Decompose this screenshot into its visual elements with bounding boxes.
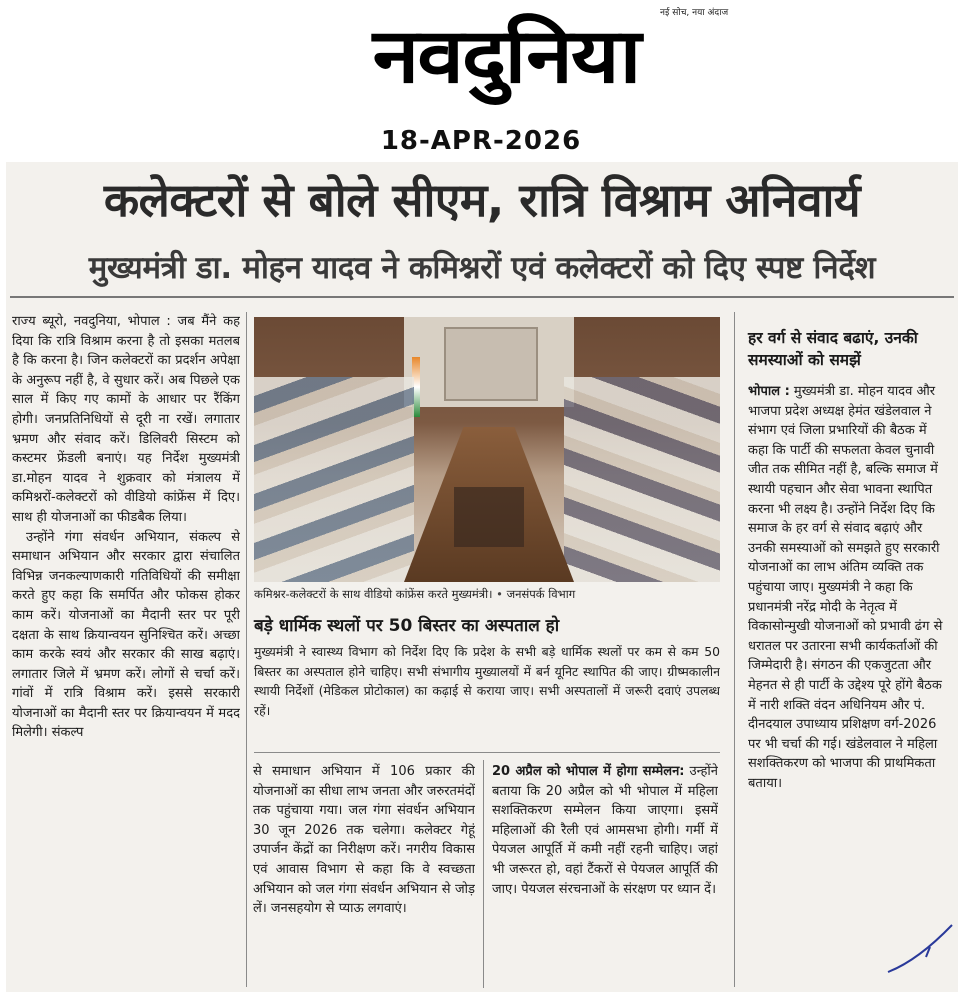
col3-paragraph: उन्होंने बताया कि 20 अप्रैल को भी भोपाल में महिला सशक्तिकरण सम्मेलन किया जाएगा। इसमें महिलाओं की रैली एवं आमसभा होगी। गर्मी में पेयजल आपूर्ति में कमी नहीं रहनी चाहिए। जहां भी जरूरत हो, वहां टैंकरों से पेयजल आपूर्ति की जाए। पेयजल संरचनाओं के संरक्षण पर ध्यान दें। — [492, 764, 718, 897]
masthead-tagline: नई सोच, नया अंदाज — [660, 8, 729, 18]
side-dateline: भोपाल : — [748, 384, 790, 399]
side-article-body — [748, 382, 948, 952]
headline-divider — [10, 296, 954, 298]
article-column-3 — [492, 762, 718, 992]
mid-subheading: बड़े धार्मिक स्थलों पर 50 बिस्तर का अस्पताल हो — [254, 616, 560, 636]
side-column-divider — [734, 312, 735, 987]
photo-attendees-right — [564, 377, 720, 582]
column-divider — [483, 760, 484, 988]
side-article-heading: हर वर्ग से संवाद बढाएं, उनकी समस्याओं को समझें — [748, 329, 918, 369]
col1-paragraph-2: उन्होंने गंगा संवर्धन अभियान, संकल्प से समाधान अभियान और सरकार द्वारा संचालित विभिन्न जनकल्याणकारी गतिविधियों की समीक्षा करते हुए कहा कि समर्पित और फोकस होकर काम करें। योजनाओं का मैदानी स्तर पर पूरी दक्षता के साथ क्रियान्वयन सुनिश्चित करें। अच्छा काम करके स्वयं और सरकार की साख बढ़ाएं। लगातार जिले में भ्रमण करें। लोगों से चर्चा करें। गांवों में रात्रि विश्राम करें। इससे सरकारी योजनाओं का मैदानी स्तर पर क्रियान्वयन में मदद मिलेगी। संकल्प — [12, 529, 240, 741]
col3-lead-heading: 20 अप्रैल को भोपाल में होगा सम्मेलन: — [492, 764, 685, 779]
photo-caption-text: कमिश्नर-कलेक्टरों के साथ वीडियो कांफ्रेंस करते मुख्यमंत्री। — [254, 587, 493, 601]
pen-mark-icon — [886, 917, 956, 977]
news-clipping — [6, 162, 958, 992]
newspaper-logo: नवदुनिया — [372, 11, 640, 101]
article-subheadline: मुख्यमंत्री डा. मोहन यादव ने कमिश्नरों एवं कलेक्टरों को दिए स्पष्ट निर्देश — [88, 250, 876, 286]
bullet-icon: • — [496, 587, 507, 601]
photo-credit: जनसंपर्क विभाग — [506, 587, 576, 601]
article-column-2 — [253, 762, 475, 992]
masthead — [0, 0, 962, 130]
photo-caption — [254, 584, 720, 604]
column-divider — [246, 312, 247, 987]
photo-attendees-left — [254, 377, 414, 582]
clipping-date: 18-APR-2026 — [380, 126, 582, 156]
mid-body-text: मुख्यमंत्री ने स्वास्थ्य विभाग को निर्देश दिए कि प्रदेश के सभी बड़े धार्मिक स्थलों पर कम से कम 50 बिस्तर का अस्पताल होने चाहिए। सभी संभागीय मुख्यालयों में बर्न यूनिट स्थापित की जाए। ग्रीष्मकालीन स्थायी निर्देशों (मेडिकल प्रोटोकाल) का कढ़ाई से कराया जाए। सभी अस्पतालों में जरूरी दवाएं उपलब्ध रहें। — [254, 644, 720, 718]
photo-table-glass — [454, 487, 524, 547]
article-headline: कलेक्टरों से बोले सीएम, रात्रि विश्राम अनिवार्य — [103, 173, 861, 227]
mid-divider — [254, 752, 720, 753]
col2-paragraph: से समाधान अभियान में 106 प्रकार की योजनाओं का सीधा लाभ जनता और जरुरतमंदों तक पहुंचाया गया। जल गंगा संवर्धन अभियान 30 जून 2026 तक चलेगा। कलेक्टर गेहूं उपार्जन केंद्रों का निरीक्षण करें। नगरीय विकास एवं आवास विभाग से कहा कि वे स्वच्छता अभियान को जल गंगा संवर्धन अभियान से जोड़ लें। जनसहयोग से प्याऊ लगवाएं। — [253, 764, 475, 917]
meeting-photo — [254, 317, 720, 582]
col1-paragraph-1: राज्य ब्यूरो, नवदुनिया, भोपाल : जब मैंने कह दिया कि रात्रि विश्राम करना है तो इसका मतलब है कि करना है। जिन कलेक्टरों का प्रदर्शन अपेक्षा के अनुरूप नहीं है, वे सुधार करें। अब पिछले एक साल में किए गए कामों के आधार पर रैंकिंग होगी। जनप्रतिनिधियों से दूरी ना रखें। लगातार भ्रमण और संवाद करें। डिलिवरी सिस्टम को कस्टमर फ्रेंडली बनाएं। यह निर्देश मुख्यमंत्री डा.मोहन यादव ने शुक्रवार को मंत्रालय में कमिश्नरों-कलेक्टरों को वीडियो कांफ्रेंस में दिए। साथ ही योजनाओं का फीडबैक लिया। — [12, 314, 240, 525]
article-column-1 — [12, 312, 240, 992]
photo-screen — [444, 327, 538, 401]
side-paragraph: मुख्यमंत्री डा. मोहन यादव और भाजपा प्रदेश अध्यक्ष हेमंत खंडेलवाल ने संभाग एवं जिला प्रभारियों की बैठक में कहा कि पार्टी की सफलता केवल चुनावी जीत तक सीमित नहीं है, बल्कि समाज में स्थायी पहचान और सेवा भावना स्थापित करना भी लक्ष्य है। उन्होंने निर्देश दिए कि समाज के हर वर्ग से संवाद बढ़ाएं और उनकी समस्याओं को समझते हुए सरकारी योजनाओं का लाभ अंतिम व्यक्ति तक पहुंचाया जाए। मुख्यमंत्री ने कहा कि प्रधानमंत्री नरेंद्र मोदी के नेतृत्व में विकासोन्मुखी योजनाओं को प्रभावी ढंग से धरातल पर उतारना सभी कार्यकर्ताओं की जिम्मेदारी है। संगठन की एकजुटता और मेहनत से ही पार्टी के उद्देश्य पूरे होंगे बैठक में नारी शक्ति वंदन अधिनियम और पं. दीनदयाल उपाध्याय प्रशिक्षण वर्ग-2026 पर भी चर्चा की गई। खंडेलवाल ने महिला सशक्तिकरण को भाजपा की प्राथमिकता बताया। — [748, 384, 943, 791]
